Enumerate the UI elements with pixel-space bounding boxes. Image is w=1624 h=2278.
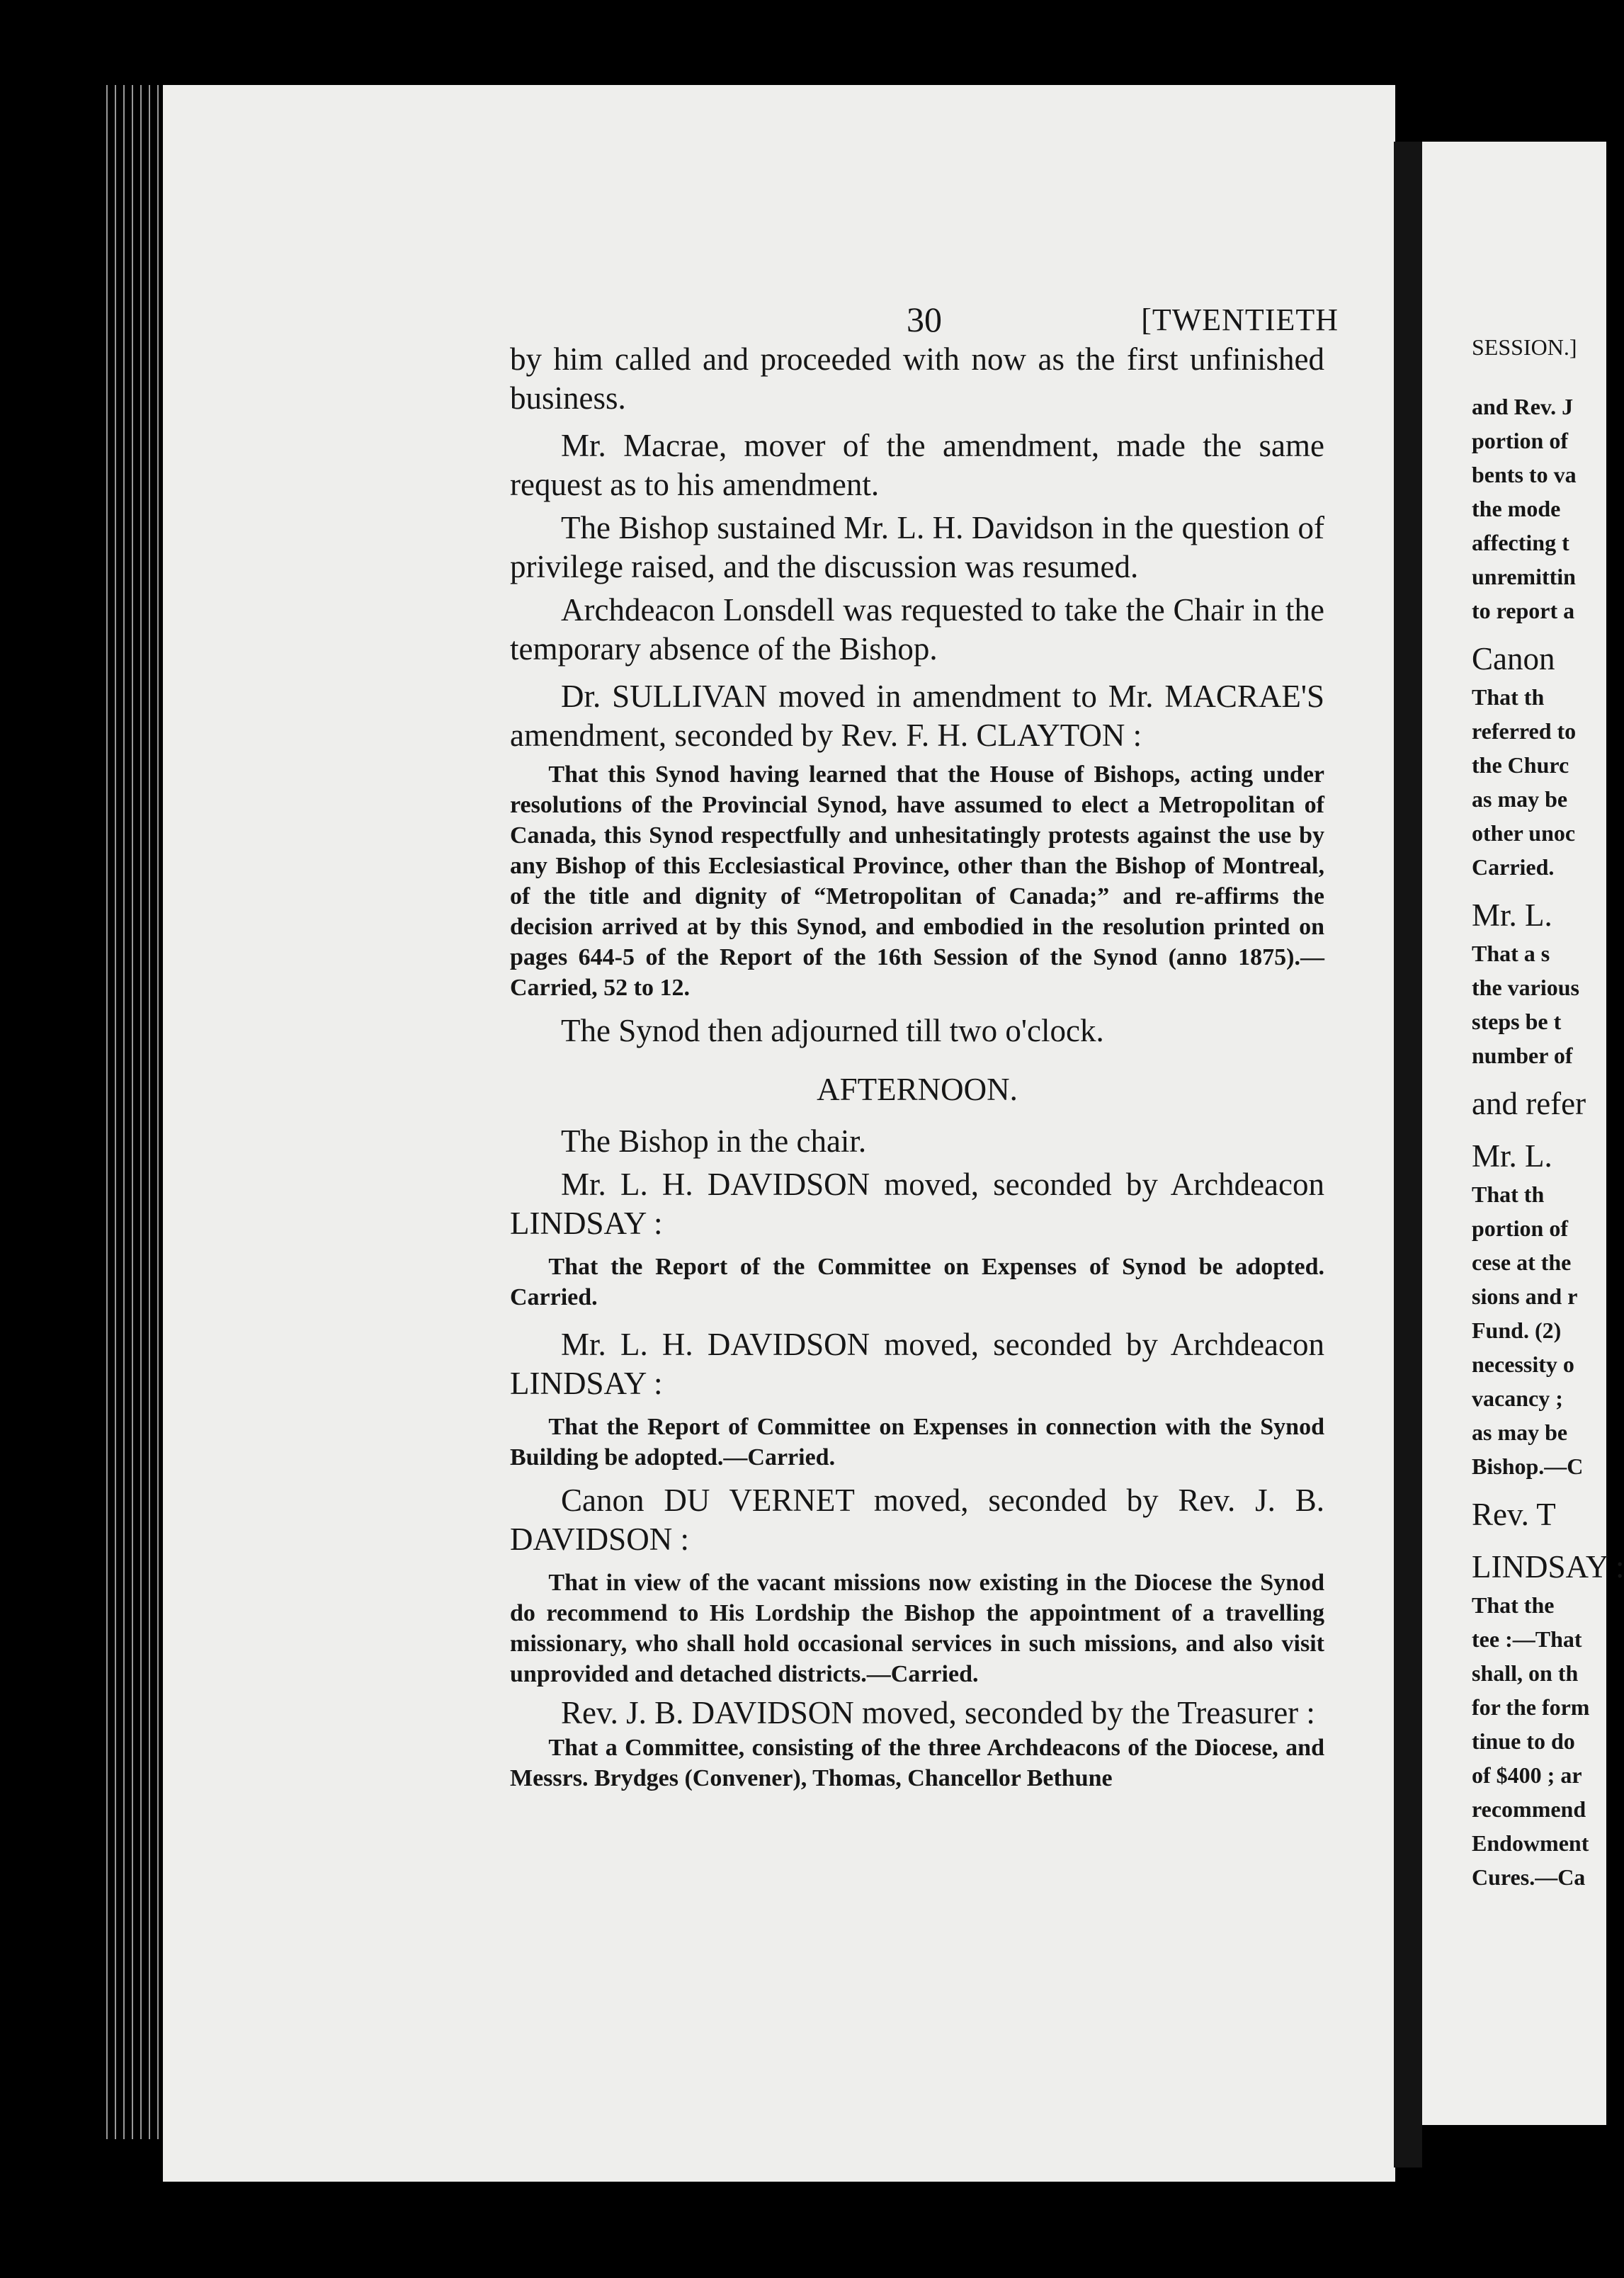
paragraph: Archdeacon Lonsdell was requested to take the Chair in the temporary absence of the Bishop. [510,592,1324,667]
resolution-text: That in view of the vacant missions now existing in the Diocese the Synod do recommend to His Lordship the Bishop the appointment of a travelling missionary, who shall hold occasional services in such missions, and also visit unprovided and detached districts.—Carried. [510,1570,1324,1687]
right-page-line: portion of [1472,1216,1568,1241]
right-page-line: Fund. (2) [1472,1318,1562,1343]
motion-paragraph: Rev. J. B. DAVIDSON moved, seconded by the Treasurer : [561,1695,1315,1730]
right-page-line: the various [1472,975,1579,1000]
right-running-head: SESSION.] [1472,334,1577,360]
right-page-line: necessity o [1472,1352,1574,1377]
right-page-line: of $400 ; ar [1472,1762,1582,1788]
right-page-text [1472,333,1624,1894]
page-edges [106,85,170,2139]
right-page-line: That th [1472,1182,1545,1207]
paragraph: by him called and proceeded with now as the first unfinished business. [510,341,1324,416]
right-page-line: bents to va [1472,462,1577,487]
resolution-text: That the Report of the Committee on Expenses of Synod be adopted. Carried. [510,1254,1324,1310]
motion-paragraph: Mr. L. H. DAVIDSON moved, seconded by Archdeacon LINDSAY : [510,1167,1324,1241]
left-page-header [212,283,1346,347]
right-page-line: That th [1472,684,1545,710]
right-page-line: tee :—That [1472,1626,1582,1652]
motion-paragraph: Mr. L. H. DAVIDSON moved, seconded by Archdeacon LINDSAY : [510,1327,1324,1401]
right-page-line: LINDSAY : [1472,1549,1624,1585]
right-page-line: cese at the [1472,1250,1572,1275]
paragraph: Mr. Macrae, mover of the amendment, made the same request as to his amendment. [510,428,1324,502]
paragraph: The Synod then adjourned till two o'clock. [561,1013,1104,1048]
right-page-line: for the form [1472,1694,1590,1720]
book-gutter [1394,142,1422,2168]
right-page-line: other unoc [1472,820,1576,846]
right-page-line: referred to [1472,718,1577,744]
motion-paragraph: Dr. SULLIVAN moved in amendment to Mr. MACRAE'S amendment, seconded by Rev. F. H. CLAYTON : [510,679,1324,753]
resolution-text: That a Committee, consisting of the three Archdeacons of the Diocese, and Messrs. Brydges (Convener), Thomas, Chancellor Bethune [510,1735,1324,1791]
right-page-line: recommend [1472,1796,1586,1822]
page-number: 30 [907,300,942,339]
right-page-line: Canon [1472,641,1555,676]
right-page-line: Cures.—Ca [1472,1864,1586,1890]
right-page-line: Carried. [1472,854,1555,880]
section-heading: AFTERNOON. [817,1072,1018,1107]
resolution-text: That this Synod having learned that the House of Bishops, acting under resolutions of the Provincial Synod, have assumed to elect a Metropolitan of Canada, this Synod respectfully and unhesitatingly protests against the use by any Bishop of this Ecclesiastical Province, other than the Bishop of Montreal, of the title and dignity of “Metropolitan of Canada;” and re-affirms the decision arrived at by this Synod, and embodied in the resolution printed on pages 644-5 of the Report of the 16th Session of the Synod (anno 1875).—Carried, 52 to 12. [510,761,1324,1001]
motion-paragraph: Canon DU VERNET moved, seconded by Rev. J. B. DAVIDSON : [510,1483,1324,1557]
right-page-line: Bishop.—C [1472,1454,1584,1479]
right-page-line: affecting t [1472,530,1569,555]
running-head: [TWENTIETH [1141,302,1339,337]
right-page-line: sions and r [1472,1284,1578,1309]
left-page-body [510,340,1324,1969]
right-page-line: and refer [1472,1086,1586,1121]
paragraph: The Bishop in the chair. [561,1123,867,1159]
right-page-line: Mr. L. [1472,897,1552,933]
right-page-line: That a s [1472,941,1550,966]
right-page-line: steps be t [1472,1009,1562,1034]
right-page-line: Rev. T [1472,1497,1556,1532]
resolution-text: That the Report of Committee on Expenses in connection with the Synod Building be adopted.—Carried. [510,1414,1324,1470]
right-page-line: tinue to do [1472,1728,1575,1754]
right-page-line: the Churc [1472,752,1569,778]
right-page-line: vacancy ; [1472,1386,1563,1411]
right-page-lines [1472,390,1624,1894]
right-page-line: number of [1472,1043,1573,1068]
right-page-line: the mode [1472,496,1561,521]
right-page-line: to report a [1472,598,1575,623]
paragraph: The Bishop sustained Mr. L. H. Davidson in the question of privilege raised, and the discussion was resumed. [510,510,1324,584]
right-page-line: That the [1472,1592,1555,1618]
right-page-line: as may be [1472,1420,1568,1445]
right-page-line: Endowment [1472,1830,1589,1856]
right-page-line: portion of [1472,428,1568,453]
right-page-line: as may be [1472,786,1568,812]
right-page-line: and Rev. J [1472,394,1574,419]
right-page-line: unremittin [1472,564,1576,589]
right-page-line: shall, on th [1472,1660,1579,1686]
right-page-line: Mr. L. [1472,1138,1552,1174]
